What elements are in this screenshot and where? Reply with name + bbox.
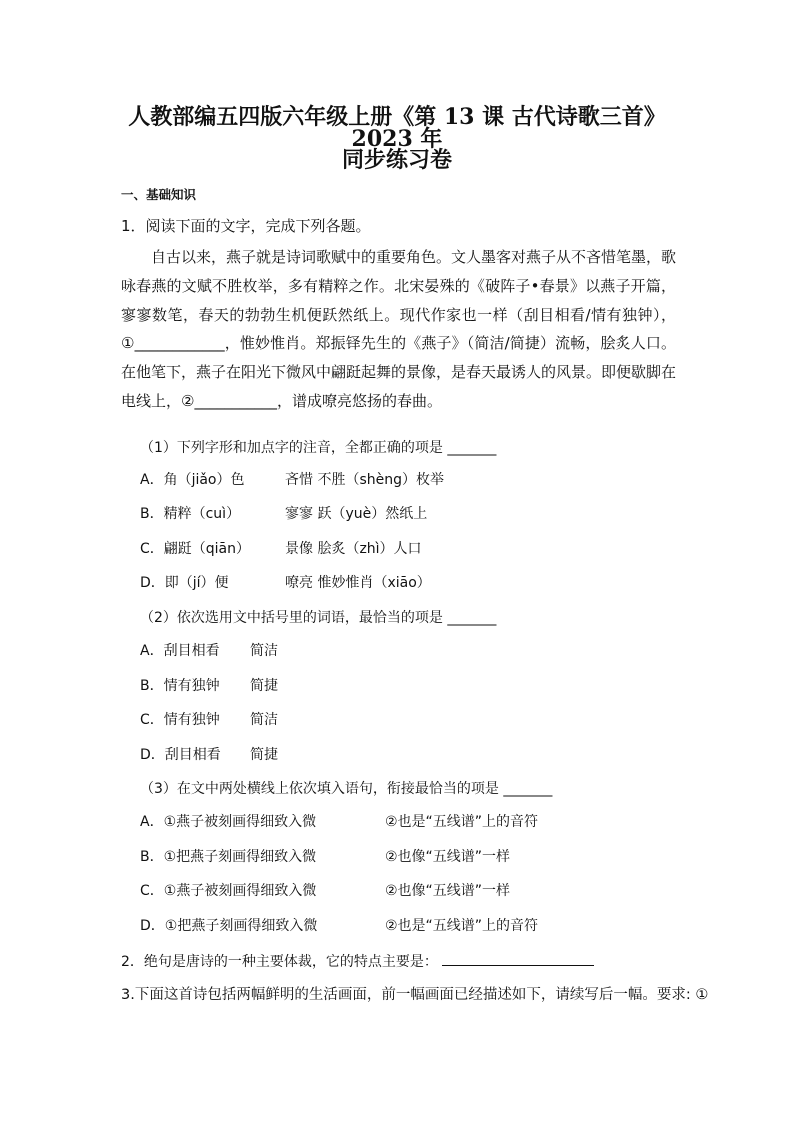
sub3-option-d[interactable]	[140, 916, 538, 936]
option-label: C．翩跹（qiān）	[140, 541, 251, 557]
option-label: D．即（jí）便	[140, 575, 229, 591]
option-label: B．①把燕子刻画得细致入微	[140, 849, 317, 865]
option-label: C．①燕子被刻画得细致入微	[140, 883, 317, 899]
subquestion-2: （2）依次选用文中括号里的词语，最恰当的项是 _______	[140, 610, 497, 626]
option-text: ②也是“五线谱”上的音符	[385, 814, 539, 830]
subquestion-3: （3）在文中两处横线上依次填入语句，衔接最恰当的项是 _______	[140, 781, 553, 797]
sub2-option-d[interactable]	[140, 745, 278, 765]
question-1-intro: 1．阅读下面的文字，完成下列各题。	[121, 217, 371, 235]
option-label: A．①燕子被刻画得细致入微	[140, 814, 317, 830]
answer-blank[interactable]	[442, 951, 594, 966]
sub3-option-c[interactable]	[140, 881, 510, 901]
subquestion-1: （1）下列字形和加点字的注音，全都正确的项是 _______	[140, 440, 497, 456]
question-3: 3.下面这首诗包括两幅鲜明的生活画面，前一幅画面已经描述如下，请续写后一幅。要求: ①	[121, 987, 709, 1003]
reading-passage	[121, 243, 676, 416]
section-heading: 一、基础知识	[121, 187, 197, 202]
document-title: 人教部编五四版六年级上册《第 13 课 古代诗歌三首》2023 年	[128, 104, 666, 152]
sub1-option-c[interactable]	[140, 539, 422, 559]
option-text: 简捷	[250, 747, 278, 763]
sub3-option-a[interactable]	[140, 812, 538, 832]
option-label: A．角（jiǎo）色	[140, 472, 245, 488]
sub2-option-c[interactable]	[140, 710, 278, 730]
option-text: 寥寥 跃（yuè）然纸上	[285, 506, 428, 522]
option-text: 嘹亮 惟妙惟肖（xiāo）	[285, 575, 431, 591]
sub3-option-b[interactable]	[140, 847, 510, 867]
option-text: ②也像“五线谱”一样	[385, 849, 511, 865]
option-text: 景像 脍炙（zhì）人口	[285, 541, 422, 557]
option-label: D．①把燕子刻画得细致入微	[140, 918, 318, 934]
option-text: 简洁	[250, 643, 278, 659]
sub2-option-a[interactable]	[140, 641, 278, 661]
option-text: 简洁	[250, 712, 278, 728]
sub1-option-b[interactable]	[140, 504, 427, 524]
question-2-text: 2．绝句是唐诗的一种主要体裁，它的特点主要是：	[121, 954, 438, 970]
document-subtitle: 同步练习卷	[341, 147, 452, 173]
option-text: ②也是“五线谱”上的音符	[385, 918, 539, 934]
sub1-option-d[interactable]	[140, 573, 431, 593]
sub2-option-b[interactable]	[140, 676, 278, 696]
option-label: D．刮目相看	[140, 747, 221, 763]
option-text: ②也像“五线谱”一样	[385, 883, 511, 899]
option-label: A．刮目相看	[140, 643, 220, 659]
passage-text: 自古以来，燕子就是诗词歌赋中的重要角色。文人墨客对燕子从不吝惜笔墨，歌咏春燕的文赋不胜枚举，多有精粹之作。北宋晏殊的《破阵子•春景》以燕子开篇，寥寥数笔，春天的勃勃生机便跃然纸上。现代作家也一样（刮目相看/情有独钟），①____________，惟妙惟肖。郑振铎先生的《燕子》（简洁/简捷）流畅，脍炙人口。在他笔下，燕子在阳光下微风中翩跹起舞的景像，是春天最诱人的风景。即便歇脚在电线上，②___________，谱成嘹亮悠扬的春曲。	[121, 248, 677, 410]
option-text: 吝惜 不胜（shèng）枚举	[285, 472, 444, 488]
option-text: 简捷	[250, 678, 278, 694]
option-label: B．情有独钟	[140, 678, 220, 694]
option-label: B．精粹（cuì）	[140, 506, 241, 522]
question-2	[121, 951, 594, 972]
sub1-option-a[interactable]	[140, 470, 444, 490]
option-label: C．情有独钟	[140, 712, 220, 728]
